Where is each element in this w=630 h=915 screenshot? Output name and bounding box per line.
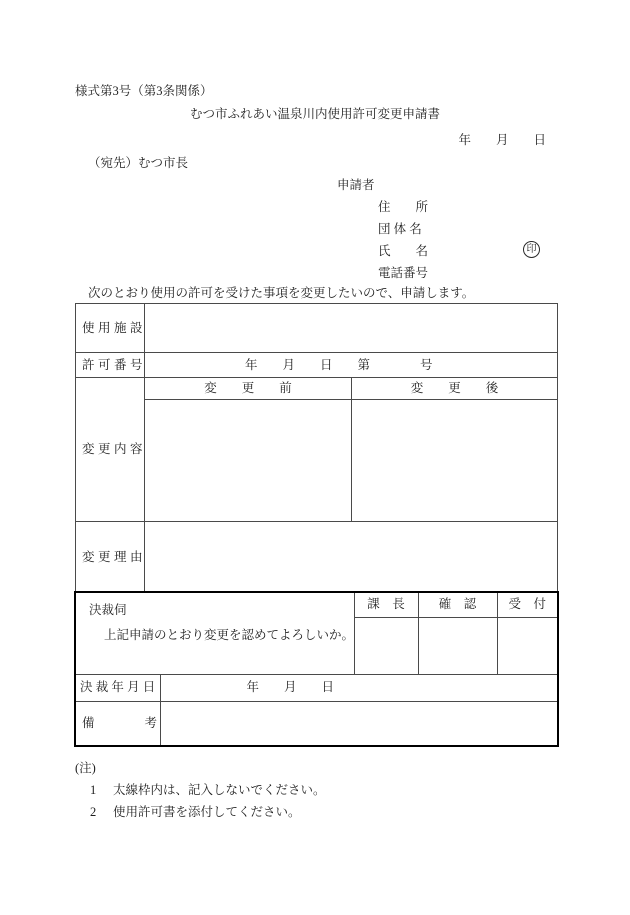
note-item-2	[90, 805, 301, 820]
reception-header-cell: 受 付	[497, 592, 558, 617]
confirmation-stamp-cell	[418, 617, 497, 674]
change-content-label-cell: 変更内容	[76, 378, 145, 522]
intro-sentence: 次のとおり使用の許可を受けた事項を変更したいので、申請します。	[88, 286, 475, 300]
approval-request-label: 決裁伺	[89, 603, 127, 617]
page-title: むつ市ふれあい温泉川内使用許可変更申請書	[189, 107, 440, 121]
form-number: 様式第3号（第3条関係）	[75, 84, 213, 98]
facility-label-cell: 使用施設	[76, 304, 145, 353]
note-1-number: 1	[90, 783, 97, 797]
approval-date-label-cell: 決裁年月日	[75, 674, 160, 701]
remarks-value-cell	[160, 701, 558, 746]
after-change-header-cell: 変 更 後	[352, 378, 558, 400]
application-table	[75, 303, 558, 593]
applicant-heading: 申請者	[337, 178, 375, 192]
seal-icon	[523, 241, 540, 258]
approval-request-cell	[75, 592, 354, 674]
note-1-text: 太線枠内は、記入しないでください。	[113, 783, 326, 797]
approval-date-value-cell: 年 月 日	[160, 674, 558, 701]
seal-character: 印	[526, 243, 537, 255]
section-chief-header-cell: 課 長	[354, 592, 418, 617]
reception-stamp-cell	[497, 617, 558, 674]
section-chief-stamp-cell	[354, 617, 418, 674]
applicant-address-label: 住 所	[378, 200, 429, 214]
after-change-value-cell	[352, 400, 558, 522]
permit-number-label-cell: 許可番号	[76, 353, 145, 378]
note-2-number: 2	[90, 805, 97, 819]
application-date-line: 年 月 日	[458, 133, 546, 147]
before-change-value-cell	[145, 400, 352, 522]
permit-number-value-cell: 年 月 日 第 号	[145, 353, 558, 378]
confirmation-header-cell: 確 認	[418, 592, 497, 617]
notes-heading: (注)	[75, 761, 96, 775]
note-2-text: 使用許可書を添付してください。	[113, 805, 301, 819]
recipient-line: （宛先）むつ市長	[88, 156, 189, 170]
remarks-label-cell: 備 考	[75, 701, 160, 746]
applicant-name-label: 氏 名	[378, 244, 429, 258]
change-reason-label-cell: 変更理由	[76, 522, 145, 593]
change-reason-value-cell	[145, 522, 558, 593]
applicant-organization-label: 団 体 名	[378, 222, 422, 236]
note-item-1	[90, 783, 326, 798]
approval-table	[74, 591, 559, 747]
before-change-header-cell: 変 更 前	[145, 378, 352, 400]
approval-request-question: 上記申請のとおり変更を認めてよろしいか。	[104, 628, 355, 642]
applicant-phone-label: 電話番号	[378, 266, 429, 280]
facility-value-cell	[145, 304, 558, 353]
